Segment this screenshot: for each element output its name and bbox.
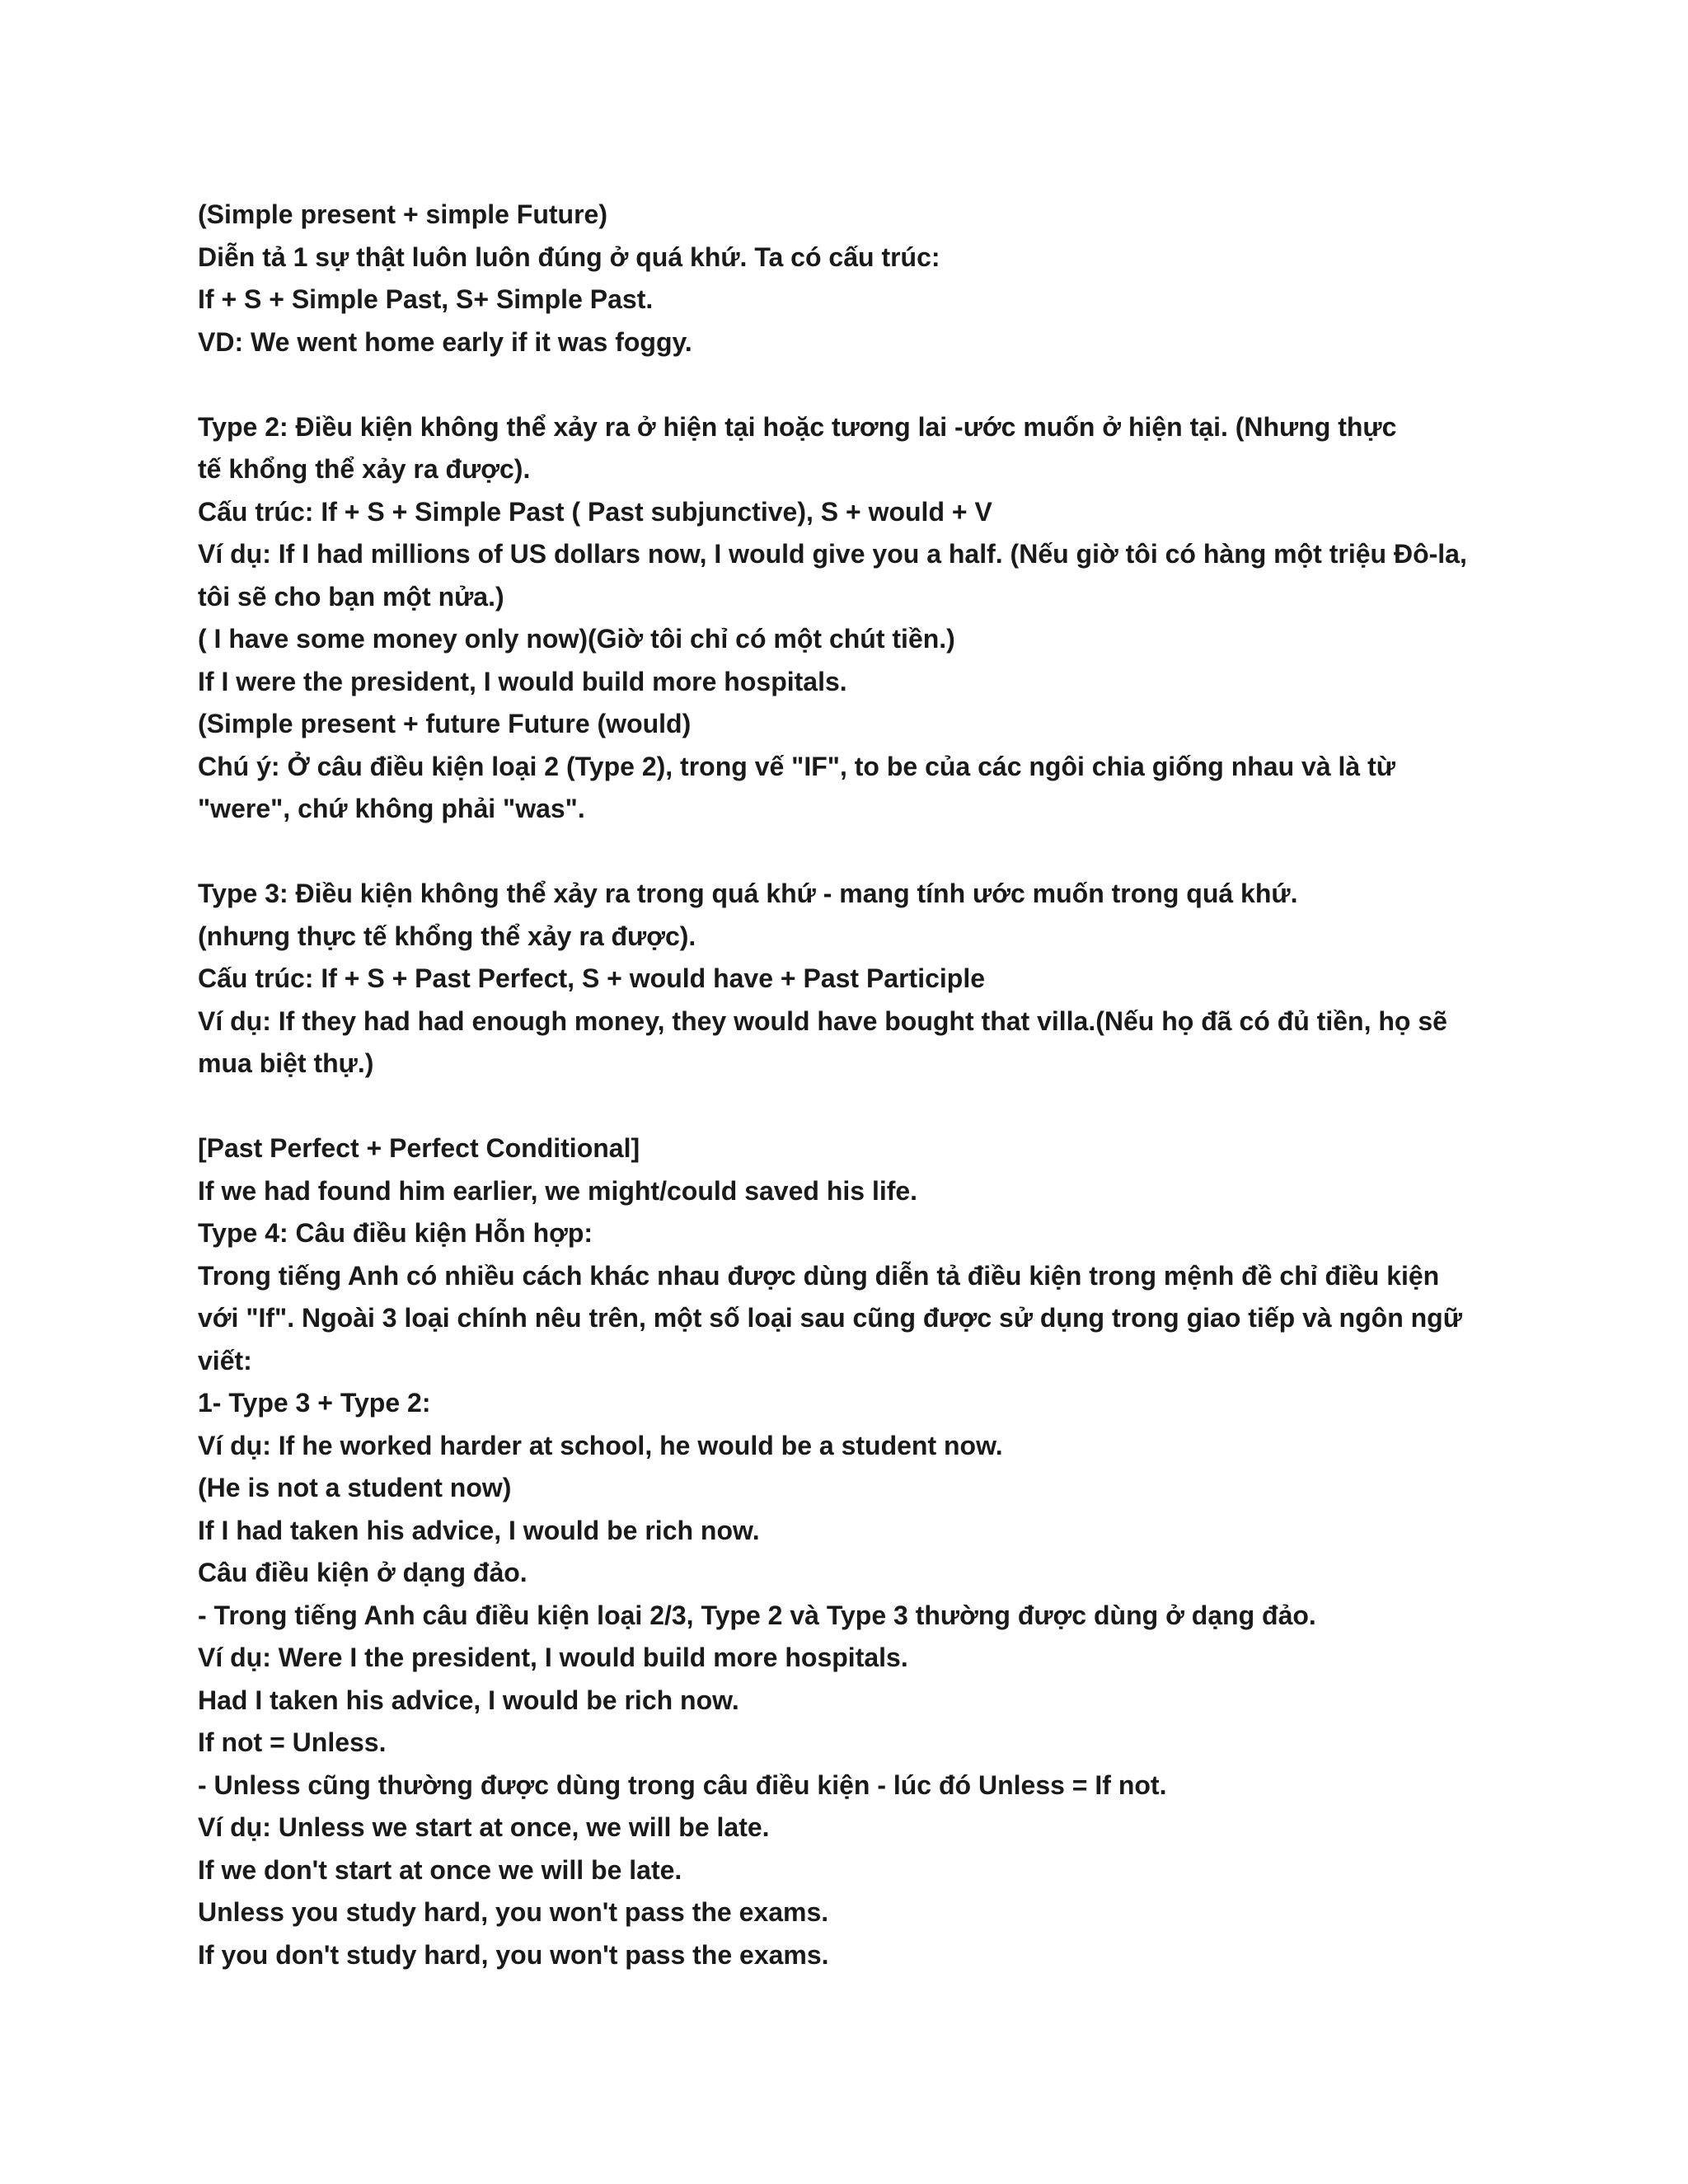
text-line: (nhưng thực tế khổng thể xảy ra được). <box>198 921 696 951</box>
text-line: Ví dụ: If I had millions of US dollars now, I would give you a half. (Nếu giờ tôi có hàng một triệu Đô-la, <box>198 539 1467 569</box>
text-line: tế khổng thể xảy ra được). <box>198 454 531 484</box>
text-line: Type 3: Điều kiện không thể xảy ra trong quá khứ - mang tính ước muốn trong quá khứ. <box>198 879 1298 908</box>
text-line: Ví dụ: Unless we start at once, we will be late. <box>198 1812 770 1842</box>
paragraph-spacer <box>198 1085 1533 1128</box>
text-line: Type 4: Câu điều kiện Hỗn hợp: <box>198 1218 593 1248</box>
paragraph-spacer <box>198 363 1533 406</box>
text-line: - Unless cũng thường được dùng trong câu điều kiện - lúc đó Unless = If not. <box>198 1769 1167 1800</box>
paragraph-type3 <box>198 873 1533 1085</box>
text-line: If not = Unless. <box>198 1727 387 1757</box>
text-line: If we don't start at once we will be late. <box>198 1854 682 1885</box>
text-line: "were", chứ không phải "was". <box>198 794 585 823</box>
text-line: If I had taken his advice, I would be rich now. <box>198 1515 760 1545</box>
text-line: Trong tiếng Anh có nhiều cách khác nhau được dùng diễn tả điều kiện trong mệnh đề chỉ điều kiện <box>198 1260 1440 1291</box>
paragraph-type2 <box>198 406 1533 831</box>
text-line: (Simple present + simple Future) <box>198 199 607 229</box>
document-body <box>198 194 1533 1976</box>
text-line: 1- Type 3 + Type 2: <box>198 1388 431 1418</box>
text-line: Ví dụ: If he worked harder at school, he would be a student now. <box>198 1430 1003 1460</box>
text-line: ( I have some money only now)(Giờ tôi chỉ có một chút tiền.) <box>198 624 955 654</box>
text-line: với "If". Ngoài 3 loại chính nêu trên, một số loại sau cũng được sử dụng trong giao tiếp và ngôn ngữ <box>198 1303 1462 1333</box>
text-line: If + S + Simple Past, S+ Simple Past. <box>198 284 654 314</box>
text-line: - Trong tiếng Anh câu điều kiện loại 2/3, Type 2 và Type 3 thường được dùng ở dạng đảo. <box>198 1600 1316 1630</box>
paragraph-spacer <box>198 831 1533 874</box>
paragraph-type1-summary <box>198 194 1533 363</box>
text-line: Ví dụ: Were I the president, I would build more hospitals. <box>198 1643 908 1672</box>
text-line: (He is not a student now) <box>198 1473 512 1502</box>
text-line: Chú ý: Ở câu điều kiện loại 2 (Type 2), trong vế "IF", to be của các ngôi chia giống nhau và là từ <box>198 751 1395 781</box>
text-line: If we had found him earlier, we might/could saved his life. <box>198 1175 918 1206</box>
text-line: (Simple present + future Future (would) <box>198 709 692 738</box>
text-line: tôi sẽ cho bạn một nửa.) <box>198 581 504 612</box>
text-line: Unless you study hard, you won't pass the exams. <box>198 1897 829 1927</box>
text-line: If I were the president, I would build more hospitals. <box>198 666 847 696</box>
text-line: Type 2: Điều kiện không thể xảy ra ở hiện tại hoặc tương lai -ước muốn ở hiện tại. (Nhưng thực <box>198 411 1397 442</box>
paragraph-mixed-and-inverted <box>198 1127 1533 1976</box>
text-line: Cấu trúc: If + S + Simple Past ( Past subjunctive), S + would + V <box>198 496 992 527</box>
text-line: viết: <box>198 1345 252 1376</box>
text-line: Cấu trúc: If + S + Past Perfect, S + would have + Past Participle <box>198 963 986 993</box>
text-line: Had I taken his advice, I would be rich now. <box>198 1685 739 1715</box>
text-line: Câu điều kiện ở dạng đảo. <box>198 1558 528 1587</box>
text-line: VD: We went home early if it was foggy. <box>198 326 692 357</box>
text-line: mua biệt thự.) <box>198 1048 374 1078</box>
text-line: Diễn tả 1 sự thật luôn luôn đúng ở quá khứ. Ta có cấu trúc: <box>198 241 940 272</box>
text-line: Ví dụ: If they had had enough money, they would have bought that villa.(Nếu họ đã có đủ tiền, họ sẽ <box>198 1005 1447 1036</box>
text-line: If you don't study hard, you won't pass the exams. <box>198 1939 829 1970</box>
text-line: [Past Perfect + Perfect Conditional] <box>198 1133 640 1163</box>
